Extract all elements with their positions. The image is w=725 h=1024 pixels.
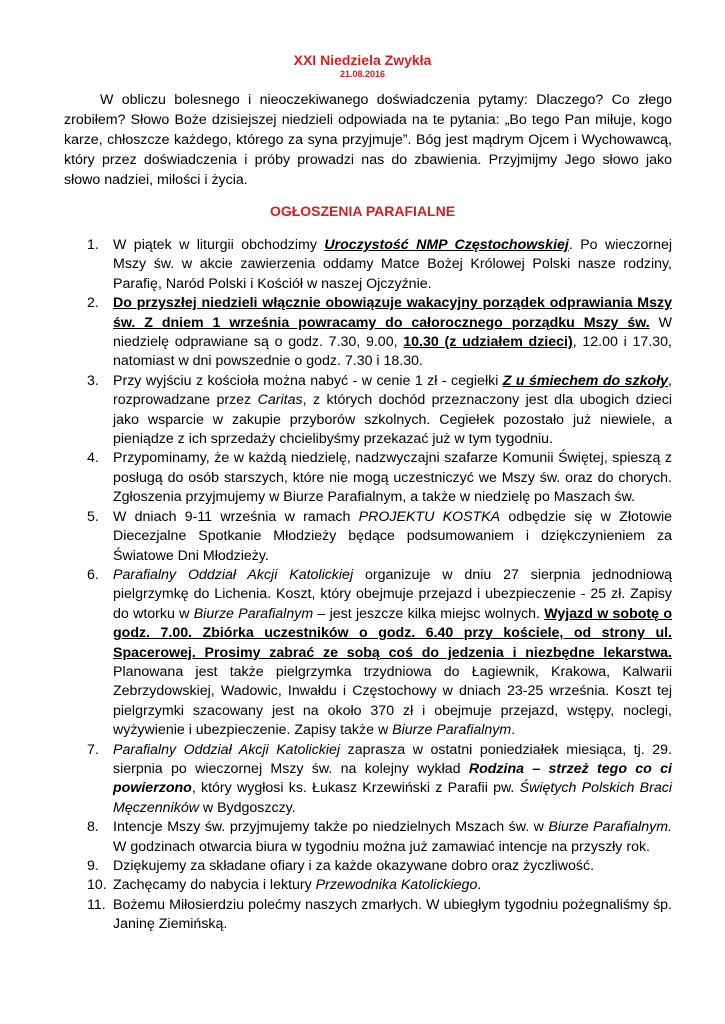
item-text: – jest jeszcze kilka miejsc wolnych. xyxy=(313,605,545,622)
item-text: Przypominamy, że w każdą niedzielę, nadzwyczajni szafarze Komunii Świętej, spieszą z posługą do osób starszych, które nie mogą uczestniczyć we Mszy św. oraz do chorych. Zgłoszenia przyjmujemy w Biurze Parafialnym, a także w niedzielę po Maszach św. xyxy=(113,450,672,506)
item-italic: Caritas xyxy=(257,392,303,409)
list-item xyxy=(64,449,672,507)
item-emphasis: Do przyszłej niedzieli włącznie obowiązuje wakacyjny porządek odprawiania Mszy św. Z dniem 1 września powracamy do całorocznego porządku Mszy św. xyxy=(113,295,672,331)
list-item xyxy=(64,857,672,876)
list-item xyxy=(64,876,672,895)
item-text: w Bydgoszczy. xyxy=(198,799,296,816)
item-italic: Biurze Parafialnym xyxy=(392,722,512,739)
item-number: 2. xyxy=(87,295,99,312)
item-number: 7. xyxy=(87,741,99,758)
item-italic: Biurze Parafialnym xyxy=(193,605,314,622)
list-item xyxy=(64,236,672,294)
item-italic: Świętych Polskich Braci Męczenników xyxy=(113,780,672,816)
item-number: 5. xyxy=(87,508,99,525)
item-italic: Parafialny Oddział Akcji Katolickiej xyxy=(113,741,341,758)
item-text: . xyxy=(477,877,482,894)
item-number: 3. xyxy=(87,372,99,389)
item-text: W piątek w liturgii obchodzimy xyxy=(113,237,325,253)
item-number: 6. xyxy=(87,566,99,583)
item-text: Przy wyjściu z kościoła można nabyć - w cenie 1 zł - cegiełki xyxy=(113,372,503,389)
item-text: W dniach 9-11 września w ramach xyxy=(113,508,359,525)
item-text: Intencje Mszy św. przyjmujemy także po niedzielnych Mszach św. w xyxy=(113,819,549,836)
item-text: W niedzielę odprawiane są o godz. 7.30, 9.00, xyxy=(113,314,672,351)
item-text: Planowana jest także pielgrzymka trzydniowa do Łagiewnik, Krakowa, Kalwarii Zebrzydowskiej, Wadowic, Inwałdu i Częstochowy w dniach 23-25 września. Koszt tej pielgrzymki szacowany jest na około 370 zł i obejmuje przejazd, wstępy, noclegi, wyżywienie i ubezpieczenie. Zapisy także w xyxy=(113,663,672,739)
list-item xyxy=(64,508,672,566)
item-text: W godzinach otwarcia biura w tygodniu można już zamawiać intencje na przyszły rok. xyxy=(113,838,650,855)
item-italic: PROJEKTU KOSTKA xyxy=(358,508,501,525)
section-title: OGŁOSZENIA PARAFIALNE xyxy=(269,203,456,219)
item-text: , 12.00 i 17.30, natomiast w dni powszednie o godz. 7.30 i 18.30. xyxy=(113,334,672,370)
item-text: Zachęcamy do nabycia i lektury xyxy=(113,877,316,894)
intro-paragraph: W obliczu bolesnego i nieoczekiwanego doświadczenia pytamy: Dlaczego? Co złego zrobiłem? Słowo Boże dzisiejszej niedzieli odpowiada na te pytania: „Bo tego Pan miłuje, kogo karze, chłoszcze każdego, którego za syna przyjmuje”. Bóg jest mądrym Ojcem i Wychowawcą, który przez doświadczenia i próby prowadzi nas do zbawienia. Przyjmijmy Jego słowo jako słowo nadziei, miłości i życia. xyxy=(64,92,672,188)
page-title: XXI Niedziela Zwykła xyxy=(293,52,432,68)
list-item xyxy=(64,896,672,935)
item-emphasis: Rodzina – strzeż tego co ci powierzono xyxy=(113,760,672,797)
item-text: . Po wieczornej Mszy św. w akcie zawierzenia oddamy Matce Bożej Królowej Polski nasze rodziny, Parafię, Naród Polski i Kościół w naszej Ojczyźnie. xyxy=(113,237,673,292)
item-text: zaprasza w ostatni poniedziałek miesiąca, tj. 29. sierpnia po wieczornej Mszy św. na kolejny wykład xyxy=(113,741,672,777)
item-text: Dziękujemy za składane ofiary i za każde okazywane dobro oraz życzliwość. xyxy=(113,858,595,874)
item-number: 9. xyxy=(87,858,99,874)
item-text: . xyxy=(511,722,516,739)
item-number: 1. xyxy=(87,237,99,253)
page-date: 21.08.2016 xyxy=(339,69,386,79)
item-emphasis: Z u śmiechem do szkoły xyxy=(502,372,669,389)
item-text: , rozprowadzane przez xyxy=(113,372,672,409)
list-item xyxy=(64,294,672,372)
list-item xyxy=(64,741,672,819)
item-emphasis: 10.30 (z udziałem dzieci) xyxy=(403,334,573,351)
announcements-list xyxy=(64,236,672,935)
item-number: 11. xyxy=(87,896,106,913)
item-italic: Parafialny Oddział Akcji Katolickiej xyxy=(113,566,354,583)
item-text: odbędzie się w Złotowie Diecezjalne Spotkanie Młodzieży będące podsumowaniem i dziękczynieniem za Światowe Dni Młodzieży. xyxy=(113,508,673,564)
item-emphasis: Wyjazd w sobotę o godz. 7.00. Zbiórka uczestników o godz. 6.40 przy kościele, od strony ul. Spacerowej. Prosimy zabrać ze sobą coś do jedzenia i niezbędne lekarstwa. xyxy=(113,605,672,661)
item-italic: Przewodnika Katolickiego xyxy=(315,877,478,894)
list-item xyxy=(64,818,672,857)
item-emphasis: Uroczystość NMP Częstochowskiej xyxy=(324,237,569,253)
list-item xyxy=(64,372,672,450)
item-number: 8. xyxy=(87,819,99,836)
list-item xyxy=(64,566,672,741)
item-text: organizuje w dniu 27 sierpnia jednodniową pielgrzymkę do Lichenia. Koszt, który obejmuje przejazd i ubezpieczenie - 25 zł. Zapisy do wtorku w xyxy=(113,566,672,622)
item-number: 10. xyxy=(87,877,107,894)
item-number: 4. xyxy=(87,450,99,467)
item-text: , z których dochód przeznaczony jest dla ubogich dzieci jako wsparcie w zakupie przyborów szkolnych. Cegiełek pozostało już niewiele, a pieniądze z ich sprzedaży chcielibyśmy przekazać już w tym tygodniu. xyxy=(113,392,672,448)
item-text: , który wygłosi ks. Łukasz Krzewiński z Parafii pw. xyxy=(191,780,520,797)
item-text: Bożemu Miłosierdziu polećmy naszych zmarłych. W ubiegłym tygodniu pożegnaliśmy śp. Janinę Ziemińską. xyxy=(113,896,672,933)
item-italic: Biurze Parafialnym. xyxy=(548,819,672,836)
